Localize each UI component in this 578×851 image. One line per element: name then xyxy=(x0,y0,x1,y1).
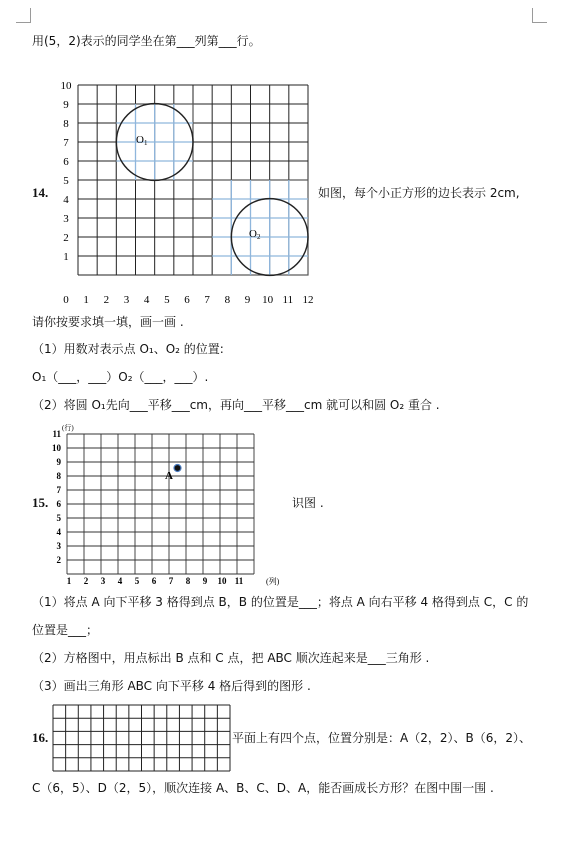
grid-14-y-label: 5 xyxy=(63,175,69,187)
point-a-label: A xyxy=(165,470,173,482)
grid-14-x-label: 5 xyxy=(164,294,170,306)
axis-x-unit: (列) xyxy=(266,577,280,586)
grid-14 xyxy=(78,85,308,275)
question-13-text: 用(5，2)表示的同学坐在第___列第___行。 xyxy=(32,34,261,48)
grid-15-x-label: 7 xyxy=(168,576,174,586)
grid-14-x-label: 3 xyxy=(123,294,130,306)
circle-o1-label: O1 xyxy=(136,134,148,147)
grid-15-x-label: 11 xyxy=(234,576,244,586)
grid-15-y-label: 4 xyxy=(56,527,61,537)
overlay-square-o2 xyxy=(212,180,308,275)
grid-15-y-label: 9 xyxy=(56,457,61,467)
grid-15-y-label: 5 xyxy=(56,513,61,523)
grid-14-x-label: 4 xyxy=(143,294,150,306)
grid-14-x-label: 7 xyxy=(204,294,210,306)
grid-14-x-label: 1 xyxy=(83,294,89,306)
grid-15-y-labels xyxy=(52,429,62,565)
grid-14-y-label: 7 xyxy=(63,137,69,149)
grid-14-y-label: 3 xyxy=(63,213,69,225)
point-a-marker xyxy=(174,465,181,472)
grid-14-y-label: 6 xyxy=(63,156,69,168)
grid-14-y-label: 4 xyxy=(63,194,69,206)
question-15-part-1a: （1）将点 A 向下平移 3 格得到点 B，B 的位置是___；将点 A 向右平移 4 格得到点 C，C 的 xyxy=(32,595,529,609)
grid-15-y-label: 11 xyxy=(52,429,61,439)
grid-15-y-label: 3 xyxy=(56,541,61,551)
question-14-caption: 如图，每个小正方形的边长表示 2cm, xyxy=(318,186,520,200)
question-15-caption: 识图 . xyxy=(292,496,324,510)
question-15-part-2: （2）方格图中，用点标出 B 点和 C 点，把 ABC 顺次连起来是___三角形 . xyxy=(32,651,430,665)
question-15-part-1b: 位置是___； xyxy=(32,623,99,637)
question-14-part-1-answer: O₁（___，___）O₂（___，___）. xyxy=(32,370,209,384)
grid-15-x-label: 10 xyxy=(217,576,227,586)
grid-15-y-label: 2 xyxy=(56,555,61,565)
grid-15-x-label: 1 xyxy=(66,576,72,586)
question-16-text-a: 平面上有四个点，位置分别是：A（2，2）、B（6，2）、 xyxy=(232,731,531,745)
grid-15-x-labels xyxy=(67,576,244,586)
grid-14-y-label: 8 xyxy=(63,118,69,130)
grid-15-x-label: 8 xyxy=(185,576,191,586)
grid-14-x-label: 6 xyxy=(184,294,190,306)
grid-15-x-label: 3 xyxy=(100,576,106,586)
grid-14-x-label: 9 xyxy=(244,294,251,306)
grid-14-x-label: 0 xyxy=(63,294,69,306)
question-15-grid-figure xyxy=(50,420,310,592)
question-14-grid-figure xyxy=(40,80,320,310)
question-14-number: 14. xyxy=(32,185,49,200)
grid-15-y-label: 6 xyxy=(56,499,61,509)
question-15-part-3: （3）画出三角形 ABC 向下平移 4 格后得到的图形 . xyxy=(32,679,311,693)
grid-14-x-label: 10 xyxy=(262,294,274,306)
question-16-number: 16. xyxy=(32,730,49,745)
grid-15-x-label: 4 xyxy=(117,576,123,586)
grid-14-x-label: 11 xyxy=(282,294,294,306)
grid-14-x-labels xyxy=(63,294,313,306)
grid-15-x-label: 9 xyxy=(202,576,208,586)
grid-14-y-label: 10 xyxy=(60,80,72,92)
grid-15-y-label: 10 xyxy=(52,443,61,453)
grid-14-x-label: 8 xyxy=(224,294,231,306)
grid-15-x-label: 2 xyxy=(83,576,89,586)
grid-15-y-label: 8 xyxy=(56,471,61,481)
grid-15 xyxy=(67,434,254,574)
grid-14-y-label: 2 xyxy=(63,232,69,244)
circle-o2-label: O2 xyxy=(249,228,261,241)
grid-14-y-label: 9 xyxy=(63,99,69,111)
question-16-grid xyxy=(50,703,235,775)
question-14-instruction: 请你按要求填一填，画一画 . xyxy=(32,315,184,329)
question-15-number: 15. xyxy=(32,495,49,510)
question-16-text-b: C（6，5）、D（2，5），顺次连接 A、B、C、D、A，能否画成长方形？在图中围一围 . xyxy=(32,781,494,795)
grid-14-x-label: 12 xyxy=(302,294,314,306)
question-14-part-1: （1）用数对表示点 O₁、O₂ 的位置: xyxy=(32,342,224,356)
page-corner-top-left xyxy=(16,8,31,23)
axis-y-unit: (行) xyxy=(62,424,74,432)
grid-15-x-label: 6 xyxy=(151,576,157,586)
question-14-part-2: （2）将圆 O₁先向___平移___cm，再向___平移___cm 就可以和圆 O₂ 重合 . xyxy=(32,398,440,412)
grid-15-x-label: 5 xyxy=(134,576,140,586)
grid-14-x-label: 2 xyxy=(103,294,110,306)
page-corner-top-right xyxy=(532,8,547,23)
grid-15-y-label: 7 xyxy=(56,485,61,495)
grid-14-y-label: 1 xyxy=(63,251,69,263)
grid-14-y-labels xyxy=(61,80,73,263)
